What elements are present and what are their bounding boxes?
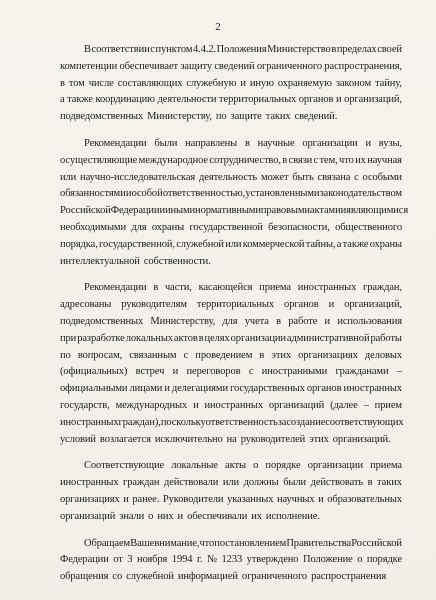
word: организациях [298, 349, 358, 361]
word: органов [298, 94, 334, 106]
word: должны [243, 477, 279, 489]
word: – [363, 399, 369, 411]
word: законодательством [319, 188, 402, 200]
text-line [60, 299, 402, 316]
word: обращения [60, 571, 109, 583]
word: подведомственных [60, 315, 144, 327]
word: их [251, 510, 262, 522]
word: порядка, [60, 238, 98, 250]
word: и [177, 510, 184, 522]
word: Российской [351, 537, 402, 549]
word: и [125, 188, 132, 200]
word: обязанностями [60, 188, 126, 200]
word: 1994 [171, 554, 193, 566]
word: соответствующих [325, 416, 404, 428]
word: деятельность [199, 171, 258, 183]
text-line [60, 383, 402, 400]
word: Руководители [162, 493, 224, 505]
word: (далее [330, 399, 358, 411]
word: части, [165, 282, 192, 294]
word: действовали [163, 477, 219, 489]
word: а [60, 94, 65, 106]
word: Федерации [60, 554, 109, 566]
text-line [60, 172, 402, 189]
word: тем, [319, 154, 338, 166]
word: законом [335, 77, 372, 89]
word: (официальных) [60, 366, 128, 378]
word: Министерству, [147, 111, 212, 123]
word: по [60, 349, 71, 361]
word: также [342, 238, 369, 250]
text-line [60, 94, 402, 111]
text-line [60, 538, 402, 555]
word: распространения, [324, 60, 402, 72]
word: нормативными [195, 205, 261, 217]
word: в [60, 77, 65, 89]
word: государственных [230, 383, 305, 395]
word: или [222, 477, 240, 489]
word: по [215, 111, 227, 123]
word: с [313, 154, 319, 166]
word: с [183, 349, 189, 361]
word: условий [60, 433, 96, 445]
word: организации [302, 137, 358, 149]
word: являющимися [346, 205, 409, 217]
word: охраны [151, 221, 185, 233]
text-line [60, 239, 402, 256]
word: вопросам, [77, 349, 123, 361]
word: порядке [265, 460, 301, 472]
word: служебную [186, 77, 237, 89]
word: переговоров [186, 366, 241, 378]
word: и [240, 77, 246, 89]
word: граждан), [118, 416, 161, 428]
word: тайны, [305, 238, 336, 250]
word: утверждено [246, 554, 299, 566]
text-line [60, 138, 402, 155]
word: образовательных [327, 493, 402, 505]
text-line [60, 417, 402, 434]
word: составляющих [117, 77, 183, 89]
word: встреч [135, 366, 165, 378]
word: научно-исследовательская [80, 171, 196, 183]
word: были [283, 477, 307, 489]
word: ноября [136, 554, 168, 566]
word: и [193, 399, 199, 411]
word: таких [265, 111, 291, 123]
word: распространения [311, 571, 387, 583]
word: касающейся [198, 282, 253, 294]
word: таких [377, 477, 402, 489]
word: о [357, 554, 363, 566]
word: от [113, 554, 123, 566]
word: деловых [364, 349, 402, 361]
word: и [159, 205, 165, 217]
word: целях [204, 332, 230, 344]
word: государственной [189, 221, 263, 233]
word: интеллектуальной [60, 255, 140, 267]
text-line [60, 222, 402, 239]
word: Рекомендации [84, 137, 147, 149]
text-line [60, 282, 402, 299]
word: работе [288, 315, 318, 327]
word: приема [370, 460, 402, 472]
word: г. [196, 554, 203, 566]
word: особыми [362, 171, 402, 183]
word: собственности. [143, 255, 211, 267]
word: этих [309, 433, 329, 445]
paragraph [60, 460, 402, 527]
word: исполнение. [265, 510, 320, 522]
word: организаций [268, 399, 325, 411]
document-body [60, 44, 409, 598]
word: о [253, 460, 259, 472]
word: граждан [123, 477, 160, 489]
word: научных [276, 493, 315, 505]
word: ограниченного [256, 60, 322, 72]
word: ответственность [205, 416, 278, 428]
paragraph [60, 538, 402, 588]
word: в [331, 44, 337, 55]
word: использования [337, 315, 402, 327]
text-line [60, 333, 402, 350]
word: установленными [245, 188, 320, 200]
word: этих [271, 349, 291, 361]
word: административной [286, 332, 370, 344]
word: руководителям [121, 299, 187, 311]
word: и [318, 493, 324, 505]
word: организаций [60, 510, 116, 522]
word: координацию [95, 94, 155, 106]
word: для [222, 315, 238, 327]
word: с [150, 44, 155, 55]
word: в [244, 137, 250, 149]
word: прием [374, 399, 402, 411]
word: были [154, 137, 178, 149]
word: и [172, 366, 179, 378]
word: сведений [214, 60, 255, 72]
word: и [164, 383, 170, 395]
word: знали [119, 510, 145, 522]
word: со [112, 571, 123, 583]
word: иностранных [204, 399, 263, 411]
paragraph [60, 137, 409, 272]
word: Министерство [267, 44, 331, 55]
word: и [335, 94, 342, 106]
word: связанным [129, 349, 177, 361]
word: научные [257, 137, 295, 149]
word: своей [377, 44, 402, 55]
word: органов [306, 383, 342, 395]
word: организаций. [332, 433, 391, 445]
word: Правительства [286, 537, 352, 549]
word: иностранных [60, 416, 119, 428]
word: иностранных [343, 383, 402, 395]
word: в [259, 349, 265, 361]
text-line [60, 111, 402, 128]
word: ранее. [132, 493, 160, 505]
word: действовать [310, 477, 364, 489]
word: направлены [185, 137, 238, 149]
word: быть [292, 171, 314, 183]
word: охраняемую [277, 77, 332, 89]
word: связи [288, 154, 313, 166]
word: служебной [176, 238, 224, 250]
word: возлагается [99, 433, 151, 445]
text-line [60, 44, 402, 61]
word: с [248, 366, 254, 378]
word: и [123, 493, 129, 505]
word: Российской [60, 205, 111, 217]
text-line [60, 434, 402, 451]
text-line [60, 61, 402, 78]
word: их [355, 154, 366, 166]
word: разработке [77, 332, 125, 344]
word: и [340, 205, 347, 217]
word: органов [284, 299, 319, 311]
word: связана [317, 171, 351, 183]
word: в [282, 154, 288, 166]
word: международных [115, 399, 188, 411]
word: Ваше [130, 537, 155, 549]
word: при [60, 332, 77, 344]
word: или [60, 171, 77, 183]
word: том [68, 77, 85, 89]
text-line [60, 316, 402, 333]
word: 1233 [221, 554, 243, 566]
word: коммерческой [242, 238, 305, 250]
word: научная [367, 154, 402, 166]
paragraph [60, 282, 402, 450]
word: правовыми [260, 205, 310, 217]
word: и [328, 299, 335, 311]
word: ограниченного [241, 571, 308, 583]
text-line [60, 205, 409, 222]
paragraph [60, 44, 402, 128]
word: на [226, 433, 237, 445]
word: иностранных [297, 282, 357, 294]
word: обеспечивали [187, 510, 248, 522]
word: делегациями [171, 383, 228, 395]
word: граждан, [363, 282, 402, 294]
word: деятельности [157, 94, 217, 106]
word: руководителей [240, 433, 306, 445]
word: или [225, 238, 242, 250]
word: работы [370, 332, 402, 344]
word: организации [307, 460, 363, 472]
text-line [60, 571, 402, 588]
text-line [60, 78, 402, 95]
word: № [207, 554, 217, 566]
word: ответственностью, [162, 188, 246, 200]
text-line [60, 494, 402, 511]
word: Соответствующие [84, 460, 165, 472]
word: также [67, 94, 93, 106]
word: локальных [125, 332, 173, 344]
word: 3 [127, 554, 133, 566]
word: Федерации [110, 205, 160, 217]
word: организации [230, 332, 286, 344]
word: учета [244, 315, 269, 327]
word: защиту [180, 60, 212, 72]
word: с [354, 171, 359, 183]
text-line [60, 155, 402, 172]
text-line [60, 188, 402, 205]
text-line [60, 460, 402, 477]
text-line [60, 350, 402, 367]
word: постановлением [214, 537, 287, 549]
word: организаций, [344, 94, 402, 106]
word: официальными [60, 383, 128, 395]
word: сотрудничество, [209, 154, 281, 166]
word: служебной [126, 571, 174, 583]
word: в [276, 315, 281, 327]
word: исключительно [154, 433, 223, 445]
text-line [60, 256, 402, 273]
word: в [198, 332, 204, 344]
word: необходимыми [60, 221, 126, 233]
word: Министерству, [150, 315, 216, 327]
text-line [60, 366, 402, 383]
word: порядке [366, 554, 402, 566]
text-line [60, 400, 402, 417]
word: территориальных [219, 94, 297, 106]
word: – [396, 366, 402, 378]
page-number: 2 [215, 21, 221, 33]
word: создание [286, 416, 326, 428]
word: поскольку [160, 416, 206, 428]
word: иными [164, 205, 196, 217]
word: Рекомендации [84, 282, 147, 294]
word: лицами [129, 383, 163, 395]
word: иностранными [261, 366, 328, 378]
word: В [84, 44, 91, 55]
word: обеспечивает [119, 60, 179, 72]
word: организаций, [344, 299, 402, 311]
word: для [131, 221, 147, 233]
word: вузы, [378, 137, 402, 149]
word: пунктом [155, 44, 193, 55]
word: указанных [227, 493, 274, 505]
word: актами [309, 205, 341, 217]
text-line [60, 554, 402, 571]
word: пределах [336, 44, 377, 55]
word: государственной, [99, 238, 175, 250]
word: гражданами [335, 366, 389, 378]
word: локальные [171, 460, 218, 472]
word: Обращаем [84, 537, 131, 549]
word: организациях [60, 493, 120, 505]
word: иностранных [60, 477, 119, 489]
word: государств, [60, 399, 110, 411]
word: соответствии [91, 44, 150, 55]
word: проведением [195, 349, 253, 361]
word: в [153, 282, 159, 294]
word: адресованы [60, 299, 112, 311]
word: за [277, 416, 287, 428]
word: а [336, 238, 342, 250]
word: подведомственных [60, 111, 144, 123]
word: Положение [302, 554, 353, 566]
word: Положения [216, 44, 267, 55]
word: информацией [177, 571, 238, 583]
word: компетенции [60, 60, 118, 72]
word: территориальных [196, 299, 275, 311]
word: осуществляющие [60, 154, 138, 166]
word: защите [230, 111, 262, 123]
word: что [199, 537, 215, 549]
word: актов [173, 332, 198, 344]
text-line [60, 477, 402, 494]
word: международное [138, 154, 208, 166]
word: охраны [369, 238, 402, 250]
text-line [60, 511, 402, 528]
word: особой [131, 188, 163, 200]
word: безопасности, [268, 221, 330, 233]
word: них [157, 510, 174, 522]
word: общественного [335, 221, 402, 233]
word: иную [249, 77, 274, 89]
word: 4.4.2. [193, 44, 217, 55]
word: и [365, 137, 371, 149]
word: числе [88, 77, 114, 89]
word: акты [225, 460, 246, 472]
word: в [367, 477, 373, 489]
word: сведений. [294, 111, 338, 123]
word: приема [259, 282, 291, 294]
word: тайну, [375, 77, 402, 89]
word: может [260, 171, 289, 183]
word: и [324, 315, 331, 327]
word: что [339, 154, 354, 166]
word: о [148, 510, 154, 522]
word: внимание, [154, 537, 200, 549]
